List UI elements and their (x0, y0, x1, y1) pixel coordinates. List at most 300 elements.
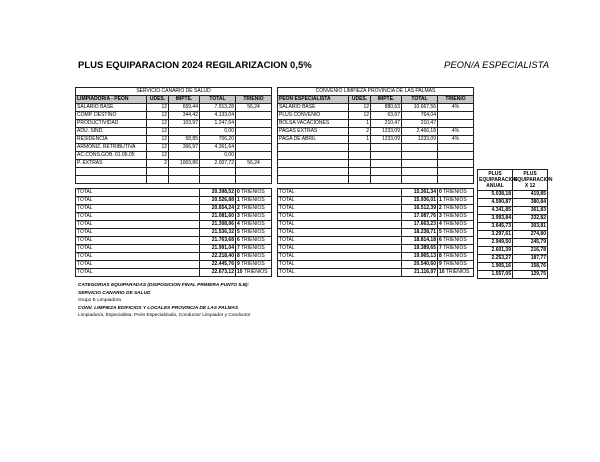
table-cell: 366,97 (169, 144, 200, 152)
total-label: TOTAL (76, 269, 200, 277)
plus-value: 5.038,18 (478, 191, 513, 199)
table-cell: 1233,09 (402, 136, 438, 144)
column-header: TRIENIO (236, 96, 272, 104)
table-row (76, 112, 272, 120)
table-row (478, 255, 548, 263)
table-cell: P. EXTRAS (76, 160, 147, 168)
table-row (478, 223, 548, 231)
table-cell: 103,97 (169, 120, 200, 128)
plus-value: 1.905,16 (478, 263, 513, 271)
total-row (278, 213, 474, 221)
table-cell (76, 176, 147, 184)
table-cell (438, 144, 474, 152)
table-cell (278, 144, 349, 152)
total-label: TOTAL (76, 261, 200, 269)
trienio-label: TRIENIOS (241, 197, 265, 203)
table-cell (402, 144, 438, 152)
trienio-label: TRIENIOS (443, 205, 467, 211)
total-row (76, 229, 272, 237)
table-cell (438, 168, 474, 176)
column-header: PLUS EQUIPARACION ANUAL (479, 171, 518, 189)
column-header: PLUS EQUIPARACION X 12 (514, 171, 553, 189)
trienio-label: TRIENIOS (443, 237, 467, 243)
table-cell (349, 152, 371, 160)
total-row (76, 245, 272, 253)
table-cell (349, 176, 371, 184)
trienio-count: 6 (237, 237, 240, 243)
table-cell: 4% (438, 128, 474, 136)
trienio-count: 2 (237, 205, 240, 211)
table-row (478, 231, 548, 239)
table-cell: 764,04 (402, 112, 438, 120)
table-row (278, 112, 474, 120)
trienio-count: 7 (439, 245, 442, 251)
trienio-count: 5 (439, 229, 442, 235)
plus-value: 158,76 (513, 263, 548, 271)
table-cell (76, 168, 147, 176)
total-value: 22.218,40 (200, 253, 236, 261)
convenio-table (277, 87, 474, 277)
table-cell (236, 144, 272, 152)
total-label: TOTAL (278, 245, 402, 253)
table-row (278, 152, 474, 160)
table-cell: 12 (349, 112, 371, 120)
table-row (478, 239, 548, 247)
table-cell (438, 120, 474, 128)
table-cell: RESIDENCIA (76, 136, 147, 144)
table-cell: PAGAS EXTRAS (278, 128, 349, 136)
table-row (278, 104, 474, 112)
total-value: 18.238,71 (402, 229, 438, 237)
table-row (76, 136, 272, 144)
trienio-label: TRIENIOS (241, 189, 265, 195)
trienio-count: 10 (237, 269, 243, 275)
trienio-count: 8 (237, 253, 240, 259)
total-row (76, 197, 272, 205)
trienio-label: TRIENIOS (443, 261, 467, 267)
table-cell: PLUS CONVENIO (278, 112, 349, 120)
table-cell: 2.466,18 (402, 128, 438, 136)
total-row (76, 253, 272, 261)
plus-value: 216,78 (513, 247, 548, 255)
column-header: PEON ESPECIALISTA (278, 96, 349, 104)
header-row (76, 96, 272, 104)
trienio-cell (236, 197, 272, 205)
total-label: TOTAL (76, 253, 200, 261)
trienio-label: TRIENIOS (443, 253, 467, 259)
trienio-count: 1 (237, 197, 240, 203)
total-row (76, 269, 272, 277)
total-row (278, 197, 474, 205)
table-row (76, 176, 272, 184)
trienio-count: 2 (439, 205, 442, 211)
table-cell: 56,24 (236, 160, 272, 168)
trienio-label: TRIENIOS (241, 237, 265, 243)
trienio-cell (438, 269, 474, 277)
total-label: TOTAL (76, 197, 200, 205)
total-value: 15.361,34 (402, 189, 438, 197)
table-cell: ARMONIZ. RETRIBUTIVA (76, 144, 147, 152)
trienio-count: 9 (237, 261, 240, 267)
total-value: 22.445,76 (200, 261, 236, 269)
table-cell: 880,63 (371, 104, 402, 112)
table-cell: 1233,09 (371, 136, 402, 144)
trienio-label: TRIENIOS (443, 197, 467, 203)
total-value: 15.936,01 (402, 197, 438, 205)
table-cell: 7.913,28 (200, 104, 236, 112)
plus-value: 332,82 (513, 215, 548, 223)
trienio-count: 3 (237, 213, 240, 219)
trienio-cell (236, 229, 272, 237)
trienio-label: TRIENIOS (445, 269, 470, 275)
table-cell (147, 168, 169, 176)
table-row (278, 168, 474, 176)
total-row (76, 221, 272, 229)
trienio-count: 6 (439, 237, 442, 243)
table-cell (169, 152, 200, 160)
trienio-label: TRIENIOS (241, 221, 265, 227)
table-cell (278, 176, 349, 184)
notes (78, 282, 251, 320)
total-label: TOTAL (76, 213, 200, 221)
total-value: 17.663,23 (402, 221, 438, 229)
header-row (278, 96, 474, 104)
table-cell (200, 176, 236, 184)
table-row (478, 263, 548, 271)
plus-value: 129,75 (513, 271, 548, 279)
table-cell (278, 168, 349, 176)
trienio-label: TRIENIOS (241, 229, 265, 235)
total-row (76, 237, 272, 245)
plus-value: 274,80 (513, 231, 548, 239)
total-label: TOTAL (278, 189, 402, 197)
table-cell: 706,20 (200, 136, 236, 144)
total-row (278, 261, 474, 269)
trienio-label: TRIENIOS (443, 245, 467, 251)
table-cell: AC.CONS.GOB. 01.06.05 (76, 152, 147, 160)
note-line: CONV. LIMPIEZA EDIFICIOS Y LOCALES PROVINCIA DE LAS PALMAS (78, 305, 239, 311)
trienio-cell (236, 253, 272, 261)
total-value: 17.087,76 (402, 213, 438, 221)
total-row (278, 189, 474, 197)
table-cell: 0,00 (200, 152, 236, 160)
total-label: TOTAL (76, 205, 200, 213)
trienio-label: TRIENIOS (443, 189, 467, 195)
total-row (76, 213, 272, 221)
table-row (278, 160, 474, 168)
trienio-cell (438, 245, 474, 253)
column-header: TOTAL (402, 96, 438, 104)
trienio-label: TRIENIOS (241, 245, 265, 251)
table-cell: 4% (438, 104, 474, 112)
table-cell: SALARIO BASE (76, 104, 147, 112)
table-cell (169, 128, 200, 136)
total-label: TOTAL (278, 221, 402, 229)
total-label: TOTAL (278, 205, 402, 213)
trienio-count: 10 (439, 269, 445, 275)
table-cell (371, 168, 402, 176)
plus-value: 2.601,39 (478, 247, 513, 255)
total-value: 21.991,04 (200, 245, 236, 253)
plus-value: 380,84 (513, 199, 548, 207)
table-cell: 1233,09 (371, 128, 402, 136)
trienio-label: TRIENIOS (243, 269, 268, 275)
table-cell: 56,24 (236, 104, 272, 112)
section-row (278, 88, 474, 96)
trienio-cell (236, 189, 272, 197)
table-cell: PAGA DE ABRIL (278, 136, 349, 144)
total-value: 16.512,39 (402, 205, 438, 213)
trienio-cell (236, 213, 272, 221)
trienio-count: 9 (439, 261, 442, 267)
plus-value: 3.297,61 (478, 231, 513, 239)
table-cell: 12 (147, 144, 169, 152)
table-cell: 344,42 (169, 112, 200, 120)
trienio-cell (236, 221, 272, 229)
table-cell: 12 (147, 136, 169, 144)
table-cell (349, 160, 371, 168)
plus-value: 245,79 (513, 239, 548, 247)
table-cell (371, 144, 402, 152)
table-cell (402, 176, 438, 184)
table-cell: BOLSA VACACIONES (278, 120, 349, 128)
table-cell: 4.133,04 (200, 112, 236, 120)
table-cell: 2.007,72 (200, 160, 236, 168)
trienio-count: 0 (439, 189, 442, 195)
table-cell: 1003,86 (169, 160, 200, 168)
trienio-cell (236, 261, 272, 269)
total-label: TOTAL (278, 269, 402, 277)
table-cell (169, 168, 200, 176)
table-row (478, 247, 548, 255)
table-row (76, 104, 272, 112)
table-cell: 4% (438, 136, 474, 144)
total-label: TOTAL (278, 229, 402, 237)
trienio-label: TRIENIOS (241, 261, 265, 267)
table-row (278, 128, 474, 136)
column-header: LIMPIADOR/A - PEON (76, 96, 147, 104)
table-row (278, 176, 474, 184)
trienio-cell (438, 213, 474, 221)
trienio-count: 4 (237, 221, 240, 227)
section-title: CONVENIO LIMPIEZA PROVINCIA DE LAS PALMAS (278, 88, 474, 96)
table-cell: 210,47 (402, 120, 438, 128)
table-cell (147, 176, 169, 184)
trienio-cell (236, 205, 272, 213)
plus-value: 187,77 (513, 255, 548, 263)
table-cell (278, 160, 349, 168)
table-cell (402, 160, 438, 168)
total-label: TOTAL (76, 189, 200, 197)
table-row (76, 128, 272, 136)
table-cell (236, 120, 272, 128)
total-row (76, 205, 272, 213)
total-value: 21.308,96 (200, 221, 236, 229)
table-cell (371, 160, 402, 168)
column-header: TRIENIO (438, 96, 474, 104)
trienio-label: TRIENIOS (241, 213, 265, 219)
total-label: TOTAL (76, 229, 200, 237)
trienio-cell (438, 205, 474, 213)
total-value: 20.540,60 (402, 261, 438, 269)
trienio-cell (438, 189, 474, 197)
plus-value: 303,81 (513, 223, 548, 231)
table-cell (438, 176, 474, 184)
trienio-label: TRIENIOS (443, 213, 467, 219)
trienio-cell (236, 269, 272, 277)
total-label: TOTAL (278, 237, 402, 245)
total-value: 21.763,68 (200, 237, 236, 245)
total-value: 20.398,52 (200, 189, 236, 197)
total-value: 18.814,18 (402, 237, 438, 245)
column-header: IMPTE. (169, 96, 200, 104)
table-cell: 1.247,64 (200, 120, 236, 128)
total-label: TOTAL (278, 253, 402, 261)
table-cell: PRODUCTIVIDAD (76, 120, 147, 128)
column-header: TOTAL (200, 96, 236, 104)
table-row (76, 152, 272, 160)
table-cell (236, 152, 272, 160)
trienio-count: 8 (439, 253, 442, 259)
trienio-label: TRIENIOS (443, 229, 467, 235)
total-value: 19.389,65 (402, 245, 438, 253)
table-cell (349, 168, 371, 176)
trienio-cell (438, 261, 474, 269)
total-value: 22.673,12 (200, 269, 236, 277)
column-header: UDES. (147, 96, 169, 104)
scs-table (75, 87, 272, 277)
plus-value: 2.949,50 (478, 239, 513, 247)
table-cell (349, 144, 371, 152)
total-row (76, 261, 272, 269)
table-row (478, 271, 548, 279)
total-row (278, 221, 474, 229)
table-cell: 12 (147, 152, 169, 160)
table-cell (236, 176, 272, 184)
total-label: TOTAL (76, 237, 200, 245)
total-value: 21.536,32 (200, 229, 236, 237)
trienio-count: 1 (439, 197, 442, 203)
table-cell: 12 (147, 112, 169, 120)
total-label: TOTAL (278, 197, 402, 205)
trienio-cell (236, 245, 272, 253)
table-cell: 12 (147, 120, 169, 128)
table-row (76, 168, 272, 176)
total-value: 21.116,07 (402, 269, 438, 277)
table-row (478, 199, 548, 207)
table-cell (371, 152, 402, 160)
total-row (76, 189, 272, 197)
trienio-cell (438, 253, 474, 261)
table-row (76, 120, 272, 128)
table-cell: 4.361,64 (200, 144, 236, 152)
table-row (278, 136, 474, 144)
total-value: 20.526,88 (200, 197, 236, 205)
trienio-count: 5 (237, 229, 240, 235)
trienio-cell (438, 197, 474, 205)
section-title: SERVICIO CANARIO DE SALUD (76, 88, 272, 96)
total-row (278, 229, 474, 237)
note-line: Limpiador/a, Especialista, Peón Especializado, Conductor Limpiador y Conductor (78, 313, 251, 318)
trienio-cell (438, 237, 474, 245)
table-cell: 12 (349, 104, 371, 112)
table-cell (236, 168, 272, 176)
table-cell (402, 168, 438, 176)
plus-value: 2.253,27 (478, 255, 513, 263)
plus-value: 3.645,73 (478, 223, 513, 231)
trienio-count: 4 (439, 221, 442, 227)
trienio-count: 7 (237, 245, 240, 251)
table-cell: ADU. SIND. (76, 128, 147, 136)
column-header: UDES. (349, 96, 371, 104)
table-cell (438, 160, 474, 168)
trienio-count: 0 (237, 189, 240, 195)
table-cell: 1 (349, 136, 371, 144)
table-cell: 2 (349, 128, 371, 136)
total-value: 21.081,60 (200, 213, 236, 221)
total-row (278, 245, 474, 253)
table-cell (438, 152, 474, 160)
plus-value: 361,83 (513, 207, 548, 215)
table-cell: 63,67 (371, 112, 402, 120)
trienio-cell (236, 237, 272, 245)
table-cell: 12 (147, 128, 169, 136)
table-row (478, 207, 548, 215)
plus-value: 4.341,85 (478, 207, 513, 215)
plus-value: 3.993,84 (478, 215, 513, 223)
table-row (76, 160, 272, 168)
table-row (478, 191, 548, 199)
trienio-label: TRIENIOS (241, 253, 265, 259)
table-cell: 10.667,56 (402, 104, 438, 112)
page-subtitle: PEON/A ESPECIALISTA (444, 60, 550, 71)
trienio-cell (438, 229, 474, 237)
table-row (76, 144, 272, 152)
plus-value: 4.590,87 (478, 199, 513, 207)
table-cell (200, 168, 236, 176)
note-line: SERVICIO CANARIO DE SALUD (78, 290, 151, 296)
total-label: TOTAL (76, 221, 200, 229)
total-label: TOTAL (76, 245, 200, 253)
table-cell: 0,00 (200, 128, 236, 136)
table-cell: COMP. DESTINO (76, 112, 147, 120)
total-row (278, 205, 474, 213)
note-line: Grupo E Limpiadora (78, 298, 121, 303)
table-cell (236, 112, 272, 120)
section-row (76, 88, 272, 96)
total-label: TOTAL (278, 213, 402, 221)
column-header: IMPTE. (371, 96, 402, 104)
plus-header-row (478, 170, 548, 191)
table-cell: 210,47 (371, 120, 402, 128)
total-value: 19.965,13 (402, 253, 438, 261)
total-row (278, 237, 474, 245)
total-row (278, 269, 474, 277)
trienio-label: TRIENIOS (241, 205, 265, 211)
table-row (478, 215, 548, 223)
table-row (278, 120, 474, 128)
note-line: CATEGORIAS EQUIPARADAS (DISPOSICION FINAL PRIMERA PUNTO 5.B): (78, 283, 250, 288)
plus-value: 419,85 (513, 191, 548, 199)
table-cell (236, 136, 272, 144)
page-title: PLUS EQUIPARACION 2024 REGILARIZACION 0,5% (78, 60, 312, 71)
trienio-cell (438, 221, 474, 229)
table-cell: 12 (147, 104, 169, 112)
table-cell (438, 112, 474, 120)
table-cell (371, 176, 402, 184)
table-cell (278, 152, 349, 160)
total-value: 20.654,24 (200, 205, 236, 213)
